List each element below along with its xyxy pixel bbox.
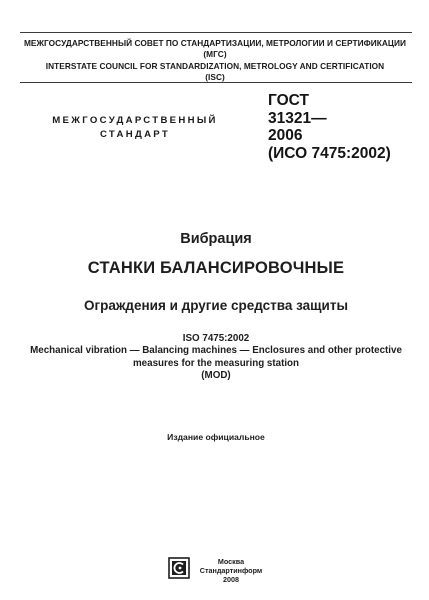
imprint-year: 2008: [223, 575, 239, 585]
machine-title: СТАНКИ БАЛАНСИРОВОЧНЫЕ: [87, 259, 345, 277]
edition-label: Издание официальное: [167, 432, 265, 442]
council-en: INTERSTATE COUNCIL FOR STANDARDIZATION, METROLOGY AND CERTIFICATION: [45, 60, 385, 71]
iso-mod: (MOD): [201, 369, 231, 381]
standard-type: [30, 114, 240, 142]
top-rule: [20, 32, 412, 33]
standard-type-line1: МЕЖГОСУДАРСТВЕННЫЙ: [52, 115, 218, 126]
gost-year: 2006: [268, 127, 303, 144]
gost-designation: [268, 92, 418, 162]
council-ru-abbr: (МГС): [203, 49, 227, 60]
gost-number: 31321—: [268, 109, 327, 127]
imprint-publisher: Стандартинформ: [199, 566, 263, 576]
council-header: [20, 38, 410, 84]
standartinform-logo-icon: [168, 557, 190, 579]
iso-reference: [20, 333, 412, 382]
header-rule: [20, 82, 412, 83]
iso-number: ISO 7475:2002: [182, 333, 250, 344]
imprint-city: Москва: [217, 557, 245, 566]
subject-title: Вибрация: [180, 231, 252, 247]
standard-type-line2: СТАНДАРТ: [99, 129, 171, 140]
council-ru: МЕЖГОСУДАРСТВЕННЫЙ СОВЕТ ПО СТАНДАРТИЗАЦИИ, МЕТРОЛОГИИ И СЕРТИФИКАЦИИ: [23, 38, 407, 48]
imprint: [196, 557, 266, 585]
iso-title-line2: measures for the measuring station: [132, 357, 300, 369]
iso-title-line1: Mechanical vibration — Balancing machines — Enclosures and other protective: [30, 345, 402, 357]
gost-iso-ref: (ИСО 7475:2002): [268, 144, 391, 162]
subtitle: Ограждения и другие средства защиты: [83, 298, 348, 313]
gost-label: ГОСТ: [268, 92, 309, 109]
council-en-abbr: (ISC): [205, 72, 225, 83]
